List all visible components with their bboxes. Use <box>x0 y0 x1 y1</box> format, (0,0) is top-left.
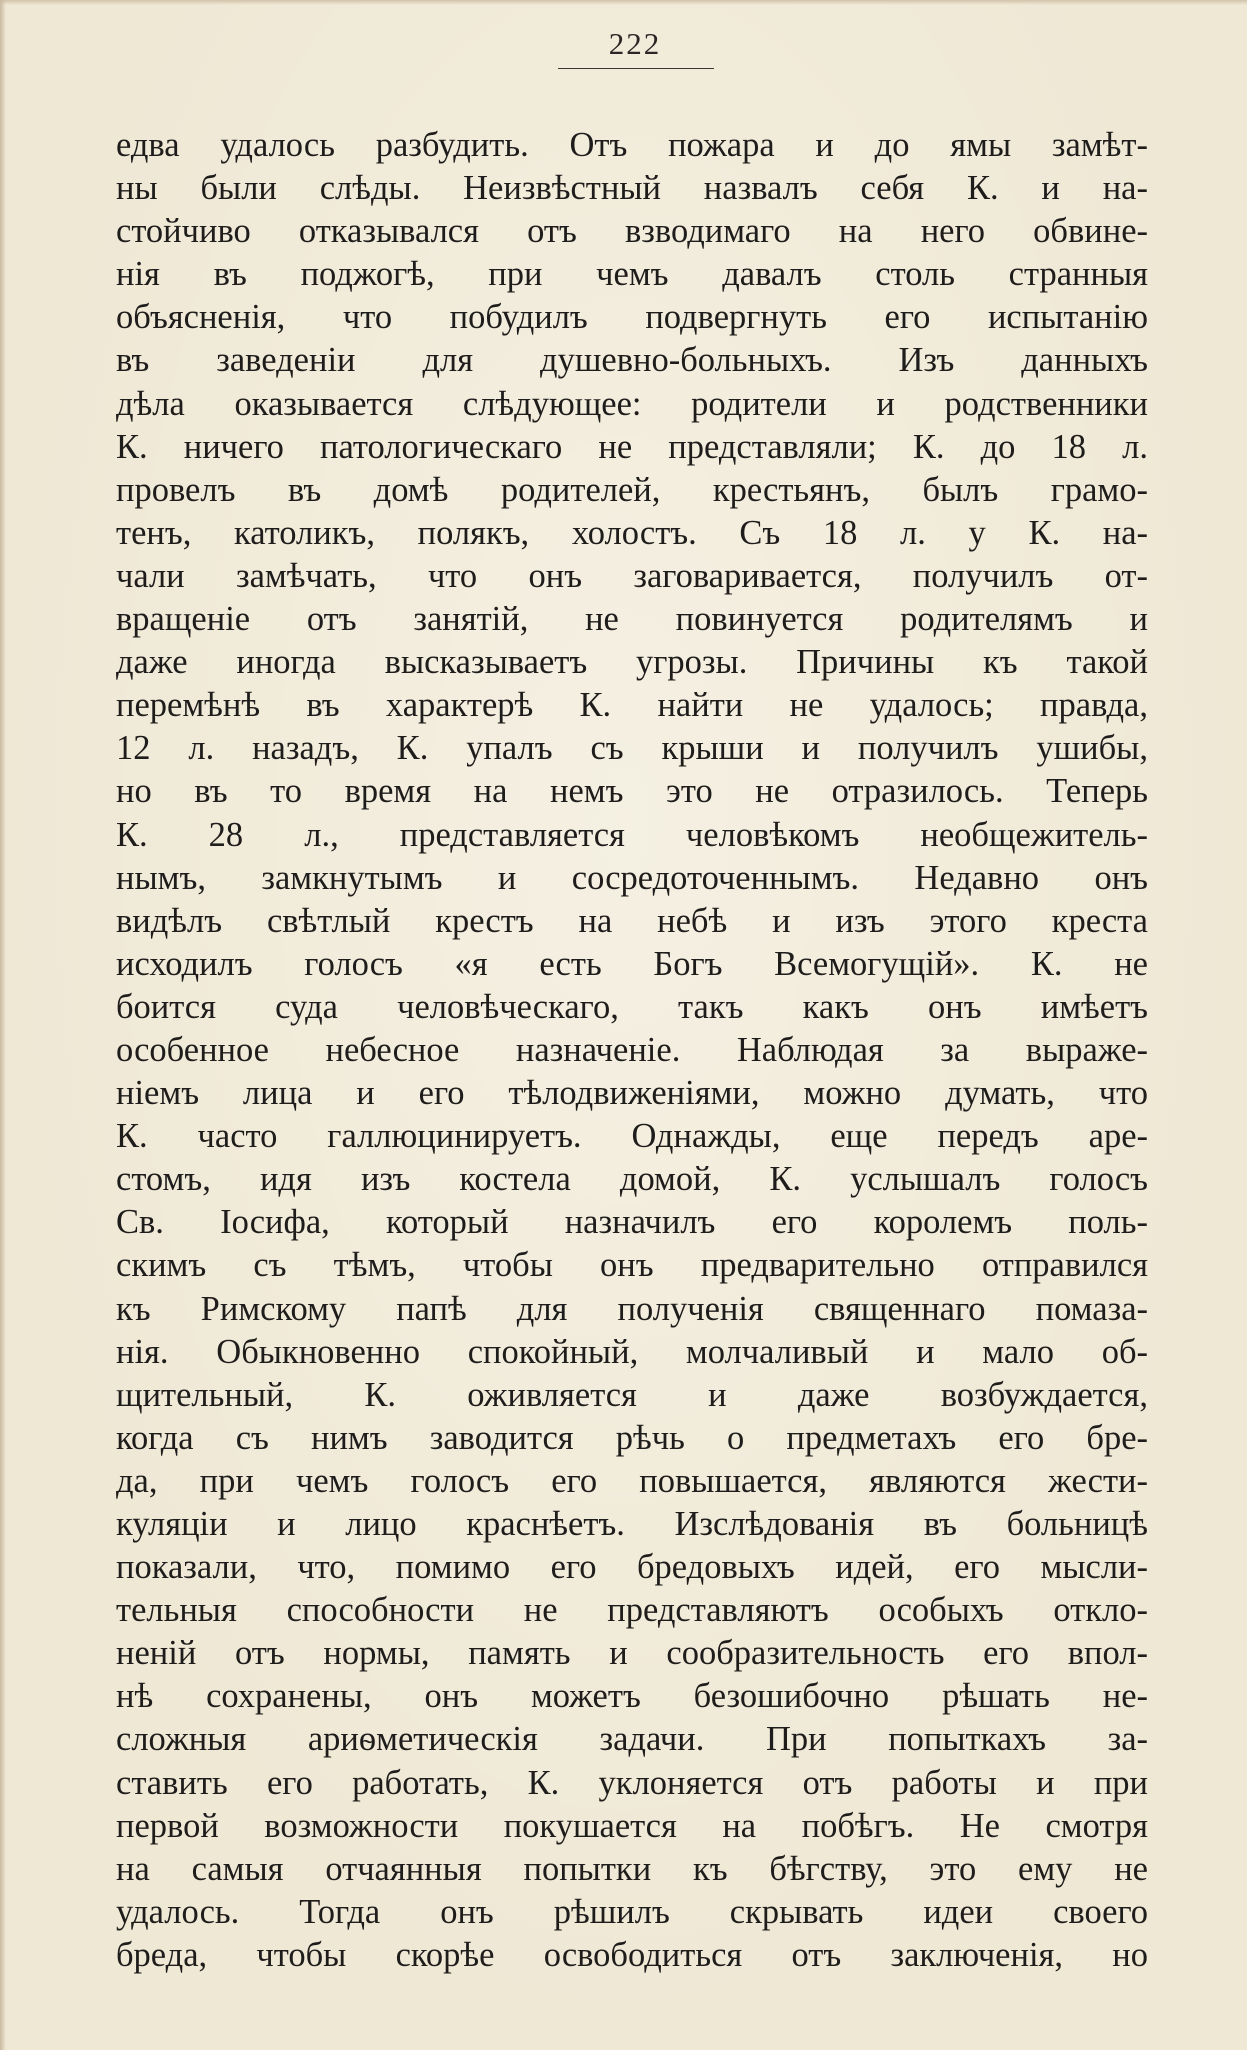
text-line-content: видѣлъ свѣтлый крестъ на небѣ и изъ этого креста <box>116 901 1148 940</box>
text-line <box>116 727 1148 770</box>
text-line-content: но въ то время на немъ это не отразилось. Теперь <box>116 772 1148 811</box>
text-line <box>116 1503 1148 1546</box>
text-line-content: нія въ поджогѣ, при чемъ давалъ столь странныя <box>116 255 1148 294</box>
text-line-content: стомъ, идя изъ костела домой, К. услышалъ голосъ <box>116 1160 1148 1199</box>
text-line <box>116 770 1148 813</box>
text-line <box>116 339 1148 382</box>
text-line-content: провелъ въ домѣ родителей, крестьянъ, былъ грамо- <box>116 470 1148 509</box>
text-line-content: едва удалось разбудить. Отъ пожара и до ямы замѣт- <box>116 126 1148 164</box>
text-line <box>116 1288 1148 1331</box>
text-line-content: когда съ нимъ заводится рѣчь о предметахъ его бре- <box>116 1418 1148 1457</box>
text-line-content: дѣла оказывается слѣдующее: родители и родственники <box>116 384 1148 423</box>
text-line-content: сложныя ариѳметическія задачи. При попыткахъ за- <box>116 1720 1148 1759</box>
text-line <box>116 1718 1148 1761</box>
text-line <box>116 1417 1148 1460</box>
text-line <box>116 1891 1148 1934</box>
text-line-content: щительный, К. оживляется и даже возбуждается, <box>116 1375 1148 1414</box>
text-line-content: К. 28 л., представляется человѣкомъ необщежитель- <box>116 815 1148 854</box>
text-line <box>116 167 1148 210</box>
text-line <box>116 1029 1148 1072</box>
text-line <box>116 857 1148 900</box>
text-line <box>116 426 1148 469</box>
text-line <box>116 1762 1148 1805</box>
text-line-content: вращеніе отъ занятій, не повинуется родителямъ и <box>116 600 1148 639</box>
text-line-content: куляціи и лицо краснѣетъ. Изслѣдованія въ больницѣ <box>116 1505 1148 1543</box>
text-line-content: даже иногда высказываетъ угрозы. Причины къ такой <box>116 643 1148 682</box>
text-line-content: ставить его работать, К. уклоняется отъ работы и при <box>116 1763 1148 1802</box>
text-line <box>116 1934 1148 1977</box>
text-line <box>116 1460 1148 1503</box>
text-line-content: да, при чемъ голосъ его повышается, являются жести- <box>116 1461 1148 1500</box>
text-line-content: чали замѣчать, что онъ заговаривается, получилъ от- <box>116 556 1148 595</box>
text-line-content: неній отъ нормы, память и сообразительность его впол- <box>116 1634 1148 1673</box>
text-line <box>116 1589 1148 1632</box>
text-line <box>116 469 1148 512</box>
text-line <box>116 641 1148 684</box>
text-line-content: К. ничего патологическаго не представляли; К. до 18 л. <box>116 427 1148 466</box>
text-line <box>116 598 1148 641</box>
text-line-content: въ заведеніи для душевно-больныхъ. Изъ данныхъ <box>116 341 1148 380</box>
text-line <box>116 253 1148 296</box>
text-line <box>116 900 1148 943</box>
text-line-content: ны были слѣды. Неизвѣстный назвалъ себя К. и на- <box>116 169 1148 208</box>
text-line-content: нѣ сохранены, онъ можетъ безошибочно рѣшать не- <box>116 1677 1148 1716</box>
text-line-content: боится суда человѣческаго, такъ какъ онъ имѣетъ <box>116 987 1148 1026</box>
text-line-content: тельныя способности не представляютъ особыхъ откло- <box>116 1591 1148 1630</box>
text-line <box>116 1805 1148 1848</box>
text-line-content: къ Римскому папѣ для полученія священнаго помаза- <box>116 1289 1148 1328</box>
text-line-content: удалось. Тогда онъ рѣшилъ скрывать идеи своего <box>116 1892 1148 1931</box>
text-line-content: тенъ, католикъ, полякъ, холостъ. Съ 18 л. у К. на- <box>116 513 1148 552</box>
text-line <box>116 555 1148 598</box>
text-line-content: исходилъ голосъ «я есть Богъ Всемогущій». К. не <box>116 944 1148 983</box>
text-line-content: бреда, чтобы скорѣе освободиться отъ заключенія, но <box>116 1935 1148 1974</box>
text-line <box>116 1374 1148 1417</box>
text-line <box>116 943 1148 986</box>
text-line-content: нія. Обыкновенно спокойный, молчаливый и мало об- <box>116 1332 1148 1371</box>
text-line <box>116 1158 1148 1201</box>
text-line-content: Св. Іосифа, который назначилъ его королемъ поль- <box>116 1203 1148 1242</box>
text-line <box>116 1244 1148 1287</box>
text-line <box>116 296 1148 339</box>
text-line-content: особенное небесное назначеніе. Наблюдая за выраже- <box>116 1030 1148 1069</box>
text-line <box>116 1546 1148 1589</box>
text-line-content: перемѣнѣ въ характерѣ К. найти не удалось; правда, <box>116 686 1148 725</box>
text-line <box>116 1331 1148 1374</box>
text-line <box>116 512 1148 555</box>
header-rule <box>558 68 714 69</box>
body-text <box>116 124 1148 1977</box>
text-line-content: на самыя отчаянныя попытки къ бѣгству, это ему не <box>116 1849 1148 1888</box>
text-line <box>116 684 1148 727</box>
text-line-content: стойчиво отказывался отъ взводимаго на него обвине- <box>116 212 1148 251</box>
text-line <box>116 986 1148 1029</box>
text-line-content: скимъ съ тѣмъ, чтобы онъ предварительно отправился <box>116 1246 1148 1285</box>
text-line <box>116 1115 1148 1158</box>
text-line-content: ніемъ лица и его тѣлодвиженіями, можно думать, что <box>116 1074 1148 1113</box>
text-line <box>116 1675 1148 1718</box>
text-line <box>116 1848 1148 1891</box>
text-line <box>116 383 1148 426</box>
text-line-content: объясненія, что побудилъ подвергнуть его испытанію <box>116 298 1148 337</box>
text-line <box>116 814 1148 857</box>
text-line <box>116 1632 1148 1675</box>
text-line-content: К. часто галлюцинируетъ. Однажды, еще передъ аре- <box>116 1117 1148 1156</box>
text-line <box>116 1201 1148 1244</box>
text-line-content: первой возможности покушается на побѣгъ. Не смотря <box>116 1806 1148 1845</box>
page-left-edge <box>0 0 6 2050</box>
text-line <box>116 124 1148 167</box>
text-line-content: 12 л. назадъ, К. упалъ съ крыши и получилъ ушибы, <box>116 729 1148 768</box>
text-line <box>116 210 1148 253</box>
text-line-content: нымъ, замкнутымъ и сосредоточеннымъ. Недавно онъ <box>116 858 1148 897</box>
text-line <box>116 1072 1148 1115</box>
page-top-edge <box>0 0 1247 5</box>
page-number: 222 <box>608 26 662 61</box>
text-line-content: показали, что, помимо его бредовыхъ идей, его мысли- <box>116 1548 1148 1587</box>
